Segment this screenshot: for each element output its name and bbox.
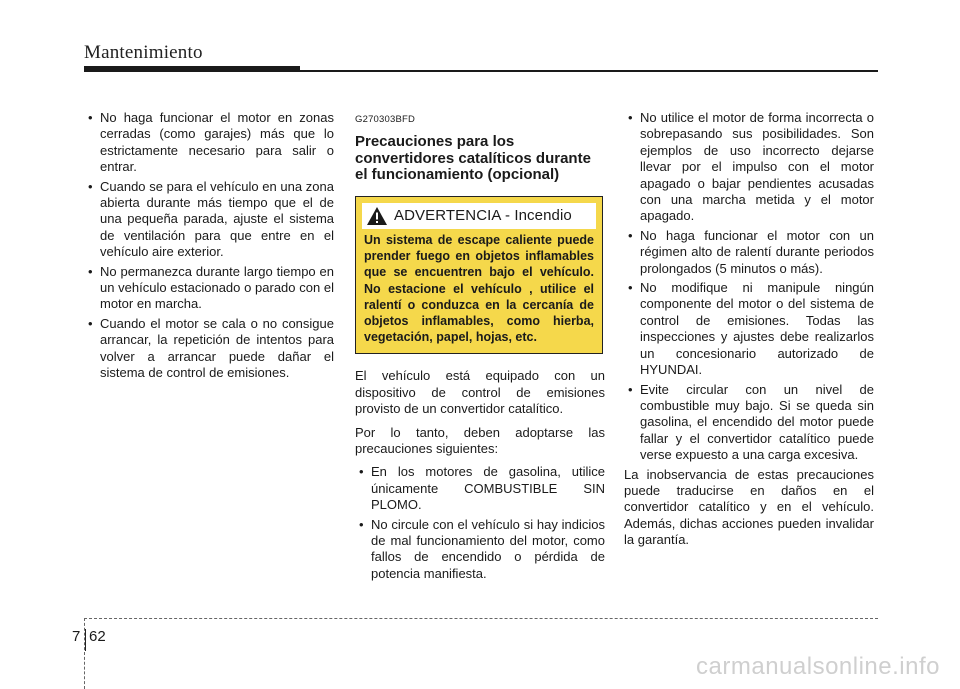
list-item: • Cuando el motor se cala o no consigue arrancar, la repetición de intentos para volver a arrancar puede dañar el sistema de control de emisiones. (84, 316, 334, 382)
list-item: • No circule con el vehículo si hay indicios de mal funcionamiento del motor, como fallos de encendido o pérdida de potencia manifiesta. (355, 517, 605, 583)
footer-rule (84, 618, 878, 619)
list-item: • No modifique ni manipule ningún componente del motor o del sistema de control de emisiones. Todas las inspecciones y ajustes debe realizarlos un concesionario autorizado de HYUNDAI. (624, 280, 874, 378)
paragraph: La inobservancia de estas precauciones puede traducirse en daños en el convertidor catalítico y en el vehículo. Además, dichas acciones pueden invalidar la garantía. (624, 466, 874, 548)
section-title: Precauciones para los convertidores catalíticos durante el funcionamiento (opcional) (355, 133, 591, 184)
list-item: • No permanezca durante largo tiempo en un vehículo estacionado o parado con el motor en marcha. (84, 264, 334, 313)
list-item: • No utilice el motor de forma incorrecta o sobrepasando sus posibilidades. Son ejemplos de uso incorrecto dejarse llevar por el impulso con el motor apagado o bajar pendientes acusadas con una marcha metida y el motor apagado. (624, 110, 874, 225)
warning-text: Un sistema de escape caliente puede prender fuego en objetos inflamables que se encuentren bajo el vehículo. No estacione el vehículo , utilice el ralentí o conduzca en la cercanía de objetos inflamables, como hierba, vegetación, papel, hojas, etc. (364, 232, 594, 345)
list-item: • No haga funcionar el motor con un régimen alto de ralentí durante periodos prolongados (5 minutos o más). (624, 228, 874, 277)
paragraph: Por lo tanto, deben adoptarse las precauciones siguientes: (355, 424, 605, 456)
footer-page-divider (85, 629, 86, 651)
warning-box (355, 196, 603, 354)
column-1 (84, 110, 334, 385)
header-rule-thick (84, 66, 300, 72)
chapter-number: 7 (72, 628, 81, 645)
list-item: • En los motores de gasolina, utilice únicamente COMBUSTIBLE SIN PLOMO. (355, 464, 605, 513)
list-item: • No haga funcionar el motor en zonas cerradas (como garajes) más que lo estrictamente necesario para salir o entrar. (84, 110, 334, 176)
section-code: G270303BFD (355, 114, 416, 125)
paragraph: El vehículo está equipado con un dispositivo de control de emisiones provisto de un convertidor catalítico. (355, 368, 605, 417)
list-item: • Cuando se para el vehículo en una zona abierta durante más tiempo que el de una pequeña parada, ajuste el sistema de ventilación para que entre en el vehículo aire exterior. (84, 179, 334, 261)
column-2 (355, 112, 605, 585)
list-item: • Evite circular con un nivel de combustible muy bajo. Si se queda sin gasolina, el encendido del motor puede fallar y el convertidor catalítico puede verse expuesto a una carga excesiva. (624, 382, 874, 464)
header-rule-thin (300, 70, 878, 72)
warning-triangle-icon (366, 206, 388, 226)
page-header-title: Mantenimiento (84, 42, 203, 63)
warning-header (362, 203, 596, 229)
column-3-bullet-list (624, 110, 874, 464)
column-2-bullet-list (355, 464, 605, 582)
column-3 (624, 110, 874, 556)
warning-label: ADVERTENCIA - Incendio (394, 206, 572, 224)
page-number: 62 (89, 628, 106, 645)
watermark: carmanualsonline.info (696, 653, 940, 680)
column-1-bullet-list (84, 110, 334, 382)
